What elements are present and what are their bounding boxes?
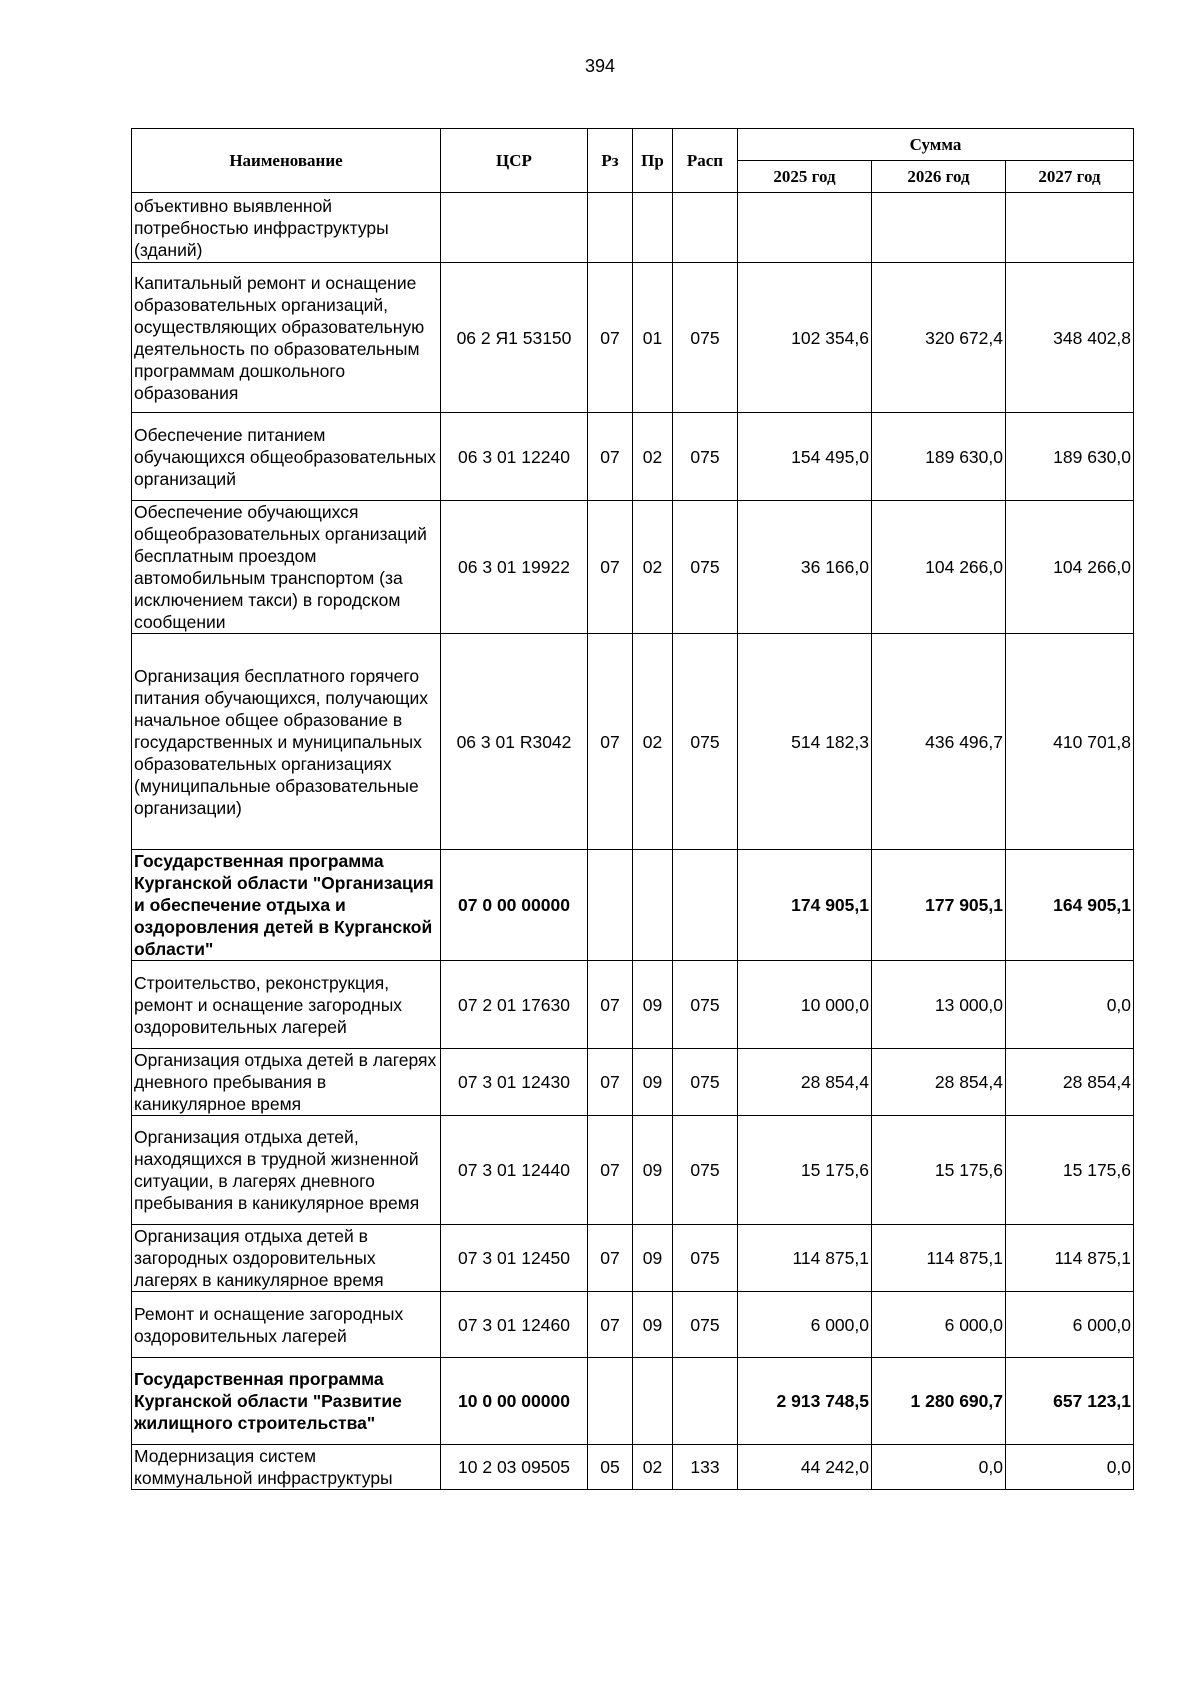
cell-rz: [588, 850, 633, 961]
table-row: [132, 961, 1134, 1049]
cell-2025: 44 242,0: [738, 1445, 872, 1490]
cell-csr: 06 3 01 12240: [441, 413, 588, 501]
cell-pr: 09: [633, 961, 673, 1049]
cell-rz: 07: [588, 1292, 633, 1358]
cell-rz: [588, 1358, 633, 1445]
cell-2025: 2 913 748,5: [738, 1358, 872, 1445]
cell-rz: 07: [588, 413, 633, 501]
cell-rasp: 075: [673, 1049, 738, 1116]
cell-rz: 07: [588, 1116, 633, 1225]
table-row: [132, 1292, 1134, 1358]
cell-rz: 07: [588, 1049, 633, 1116]
cell-2026: 436 496,7: [872, 634, 1006, 850]
cell-2025: 174 905,1: [738, 850, 872, 961]
cell-pr: 02: [633, 1445, 673, 1490]
cell-2026: 114 875,1: [872, 1225, 1006, 1292]
table-row: [132, 413, 1134, 501]
cell-2025: 36 166,0: [738, 501, 872, 634]
cell-rz: 05: [588, 1445, 633, 1490]
cell-csr: 07 2 01 17630: [441, 961, 588, 1049]
page-number: 394: [584, 56, 616, 76]
cell-pr: [633, 850, 673, 961]
cell-rasp: 075: [673, 1292, 738, 1358]
cell-pr: 09: [633, 1049, 673, 1116]
table-row: [132, 263, 1134, 413]
cell-rz: 07: [588, 501, 633, 634]
cell-2026: 0,0: [872, 1445, 1006, 1490]
cell-rz: 07: [588, 263, 633, 413]
cell-2025: 154 495,0: [738, 413, 872, 501]
cell-2026: 6 000,0: [872, 1292, 1006, 1358]
cell-2027: 0,0: [1006, 961, 1134, 1049]
cell-pr: 02: [633, 413, 673, 501]
header-rz: Рз: [588, 129, 633, 193]
cell-rz: [588, 193, 633, 263]
cell-name: Организация отдыха детей, находящихся в трудной жизненной ситуации, в лагерях дневного пребывания в каникулярное время: [132, 1116, 441, 1225]
cell-csr: 10 0 00 00000: [441, 1358, 588, 1445]
cell-2025: 28 854,4: [738, 1049, 872, 1116]
cell-rasp: 075: [673, 501, 738, 634]
cell-name: Обеспечение обучающихся общеобразовательных организаций бесплатным проездом автомобильным транспортом (за исключением такси) в городском сообщении: [132, 501, 441, 634]
cell-rz: 07: [588, 1225, 633, 1292]
cell-2027: 410 701,8: [1006, 634, 1134, 850]
table-row: [132, 850, 1134, 961]
header-csr: ЦСР: [441, 129, 588, 193]
cell-name: Организация отдыха детей в лагерях дневного пребывания в каникулярное время: [132, 1049, 441, 1116]
header-sum: Сумма: [738, 129, 1134, 161]
table-row: [132, 634, 1134, 850]
cell-2025: 15 175,6: [738, 1116, 872, 1225]
cell-2026: 104 266,0: [872, 501, 1006, 634]
cell-2027: 15 175,6: [1006, 1116, 1134, 1225]
cell-2025: [738, 193, 872, 263]
cell-2026: 15 175,6: [872, 1116, 1006, 1225]
cell-rasp: [673, 193, 738, 263]
table-body: [132, 193, 1134, 1490]
cell-2026: 320 672,4: [872, 263, 1006, 413]
cell-2025: 114 875,1: [738, 1225, 872, 1292]
cell-csr: 07 0 00 00000: [441, 850, 588, 961]
cell-2027: 6 000,0: [1006, 1292, 1134, 1358]
cell-name: объективно выявленной потребностью инфраструктуры (зданий): [132, 193, 441, 263]
cell-rasp: [673, 1358, 738, 1445]
cell-pr: 02: [633, 634, 673, 850]
table-row: [132, 1049, 1134, 1116]
table-header: [132, 129, 1134, 193]
cell-rasp: 075: [673, 634, 738, 850]
cell-name: Организация отдыха детей в загородных оздоровительных лагерях в каникулярное время: [132, 1225, 441, 1292]
cell-name: Ремонт и оснащение загородных оздоровительных лагерей: [132, 1292, 441, 1358]
cell-rasp: [673, 850, 738, 961]
table-row: [132, 1225, 1134, 1292]
cell-pr: 09: [633, 1225, 673, 1292]
header-year-2027: 2027 год: [1006, 161, 1134, 193]
header-pr: Пр: [633, 129, 673, 193]
header-rasp: Расп: [673, 129, 738, 193]
cell-2027: 189 630,0: [1006, 413, 1134, 501]
cell-pr: [633, 1358, 673, 1445]
cell-2027: 348 402,8: [1006, 263, 1134, 413]
cell-2025: 102 354,6: [738, 263, 872, 413]
cell-2027: 114 875,1: [1006, 1225, 1134, 1292]
cell-csr: 06 3 01 R3042: [441, 634, 588, 850]
cell-name: Государственная программа Курганской области "Организация и обеспечение отдыха и оздоровления детей в Курганской области": [132, 850, 441, 961]
cell-csr: 06 3 01 19922: [441, 501, 588, 634]
table-row: [132, 1445, 1134, 1490]
cell-2026: 13 000,0: [872, 961, 1006, 1049]
header-year-2025: 2025 год: [738, 161, 872, 193]
cell-csr: 07 3 01 12440: [441, 1116, 588, 1225]
cell-2026: 189 630,0: [872, 413, 1006, 501]
header-name: Наименование: [132, 129, 441, 193]
cell-rz: 07: [588, 961, 633, 1049]
cell-pr: 02: [633, 501, 673, 634]
table-row: [132, 1116, 1134, 1225]
budget-table: [131, 128, 1134, 1490]
cell-2026: 177 905,1: [872, 850, 1006, 961]
cell-pr: 01: [633, 263, 673, 413]
cell-csr: [441, 193, 588, 263]
cell-pr: 09: [633, 1292, 673, 1358]
cell-csr: 07 3 01 12450: [441, 1225, 588, 1292]
cell-2026: 28 854,4: [872, 1049, 1006, 1116]
cell-2027: 164 905,1: [1006, 850, 1134, 961]
cell-pr: [633, 193, 673, 263]
cell-csr: 07 3 01 12430: [441, 1049, 588, 1116]
cell-2027: 28 854,4: [1006, 1049, 1134, 1116]
cell-name: Государственная программа Курганской области "Развитие жилищного строительства": [132, 1358, 441, 1445]
table-row: [132, 1358, 1134, 1445]
cell-2027: 657 123,1: [1006, 1358, 1134, 1445]
cell-rz: 07: [588, 634, 633, 850]
cell-2026: [872, 193, 1006, 263]
cell-pr: 09: [633, 1116, 673, 1225]
cell-name: Строительство, реконструкция, ремонт и оснащение загородных оздоровительных лагерей: [132, 961, 441, 1049]
cell-name: Капитальный ремонт и оснащение образовательных организаций, осуществляющих образовательную деятельность по образовательным программам дошкольного образования: [132, 263, 441, 413]
cell-name: Модернизация систем коммунальной инфраструктуры: [132, 1445, 441, 1490]
cell-rasp: 075: [673, 413, 738, 501]
cell-2025: 10 000,0: [738, 961, 872, 1049]
table-row: [132, 501, 1134, 634]
cell-rasp: 075: [673, 961, 738, 1049]
cell-rasp: 075: [673, 263, 738, 413]
cell-2025: 514 182,3: [738, 634, 872, 850]
cell-csr: 07 3 01 12460: [441, 1292, 588, 1358]
header-year-2026: 2026 год: [872, 161, 1006, 193]
cell-2025: 6 000,0: [738, 1292, 872, 1358]
cell-csr: 06 2 Я1 53150: [441, 263, 588, 413]
cell-2027: 104 266,0: [1006, 501, 1134, 634]
cell-rasp: 075: [673, 1225, 738, 1292]
cell-2026: 1 280 690,7: [872, 1358, 1006, 1445]
cell-name: Обеспечение питанием обучающихся общеобразовательных организаций: [132, 413, 441, 501]
cell-rasp: 133: [673, 1445, 738, 1490]
cell-rasp: 075: [673, 1116, 738, 1225]
cell-2027: [1006, 193, 1134, 263]
cell-name: Организация бесплатного горячего питания обучающихся, получающих начальное общее образование в государственных и муниципальных образовательных организациях (муниципальные образовательные организации): [132, 634, 441, 850]
table-row: [132, 193, 1134, 263]
cell-csr: 10 2 03 09505: [441, 1445, 588, 1490]
cell-2027: 0,0: [1006, 1445, 1134, 1490]
